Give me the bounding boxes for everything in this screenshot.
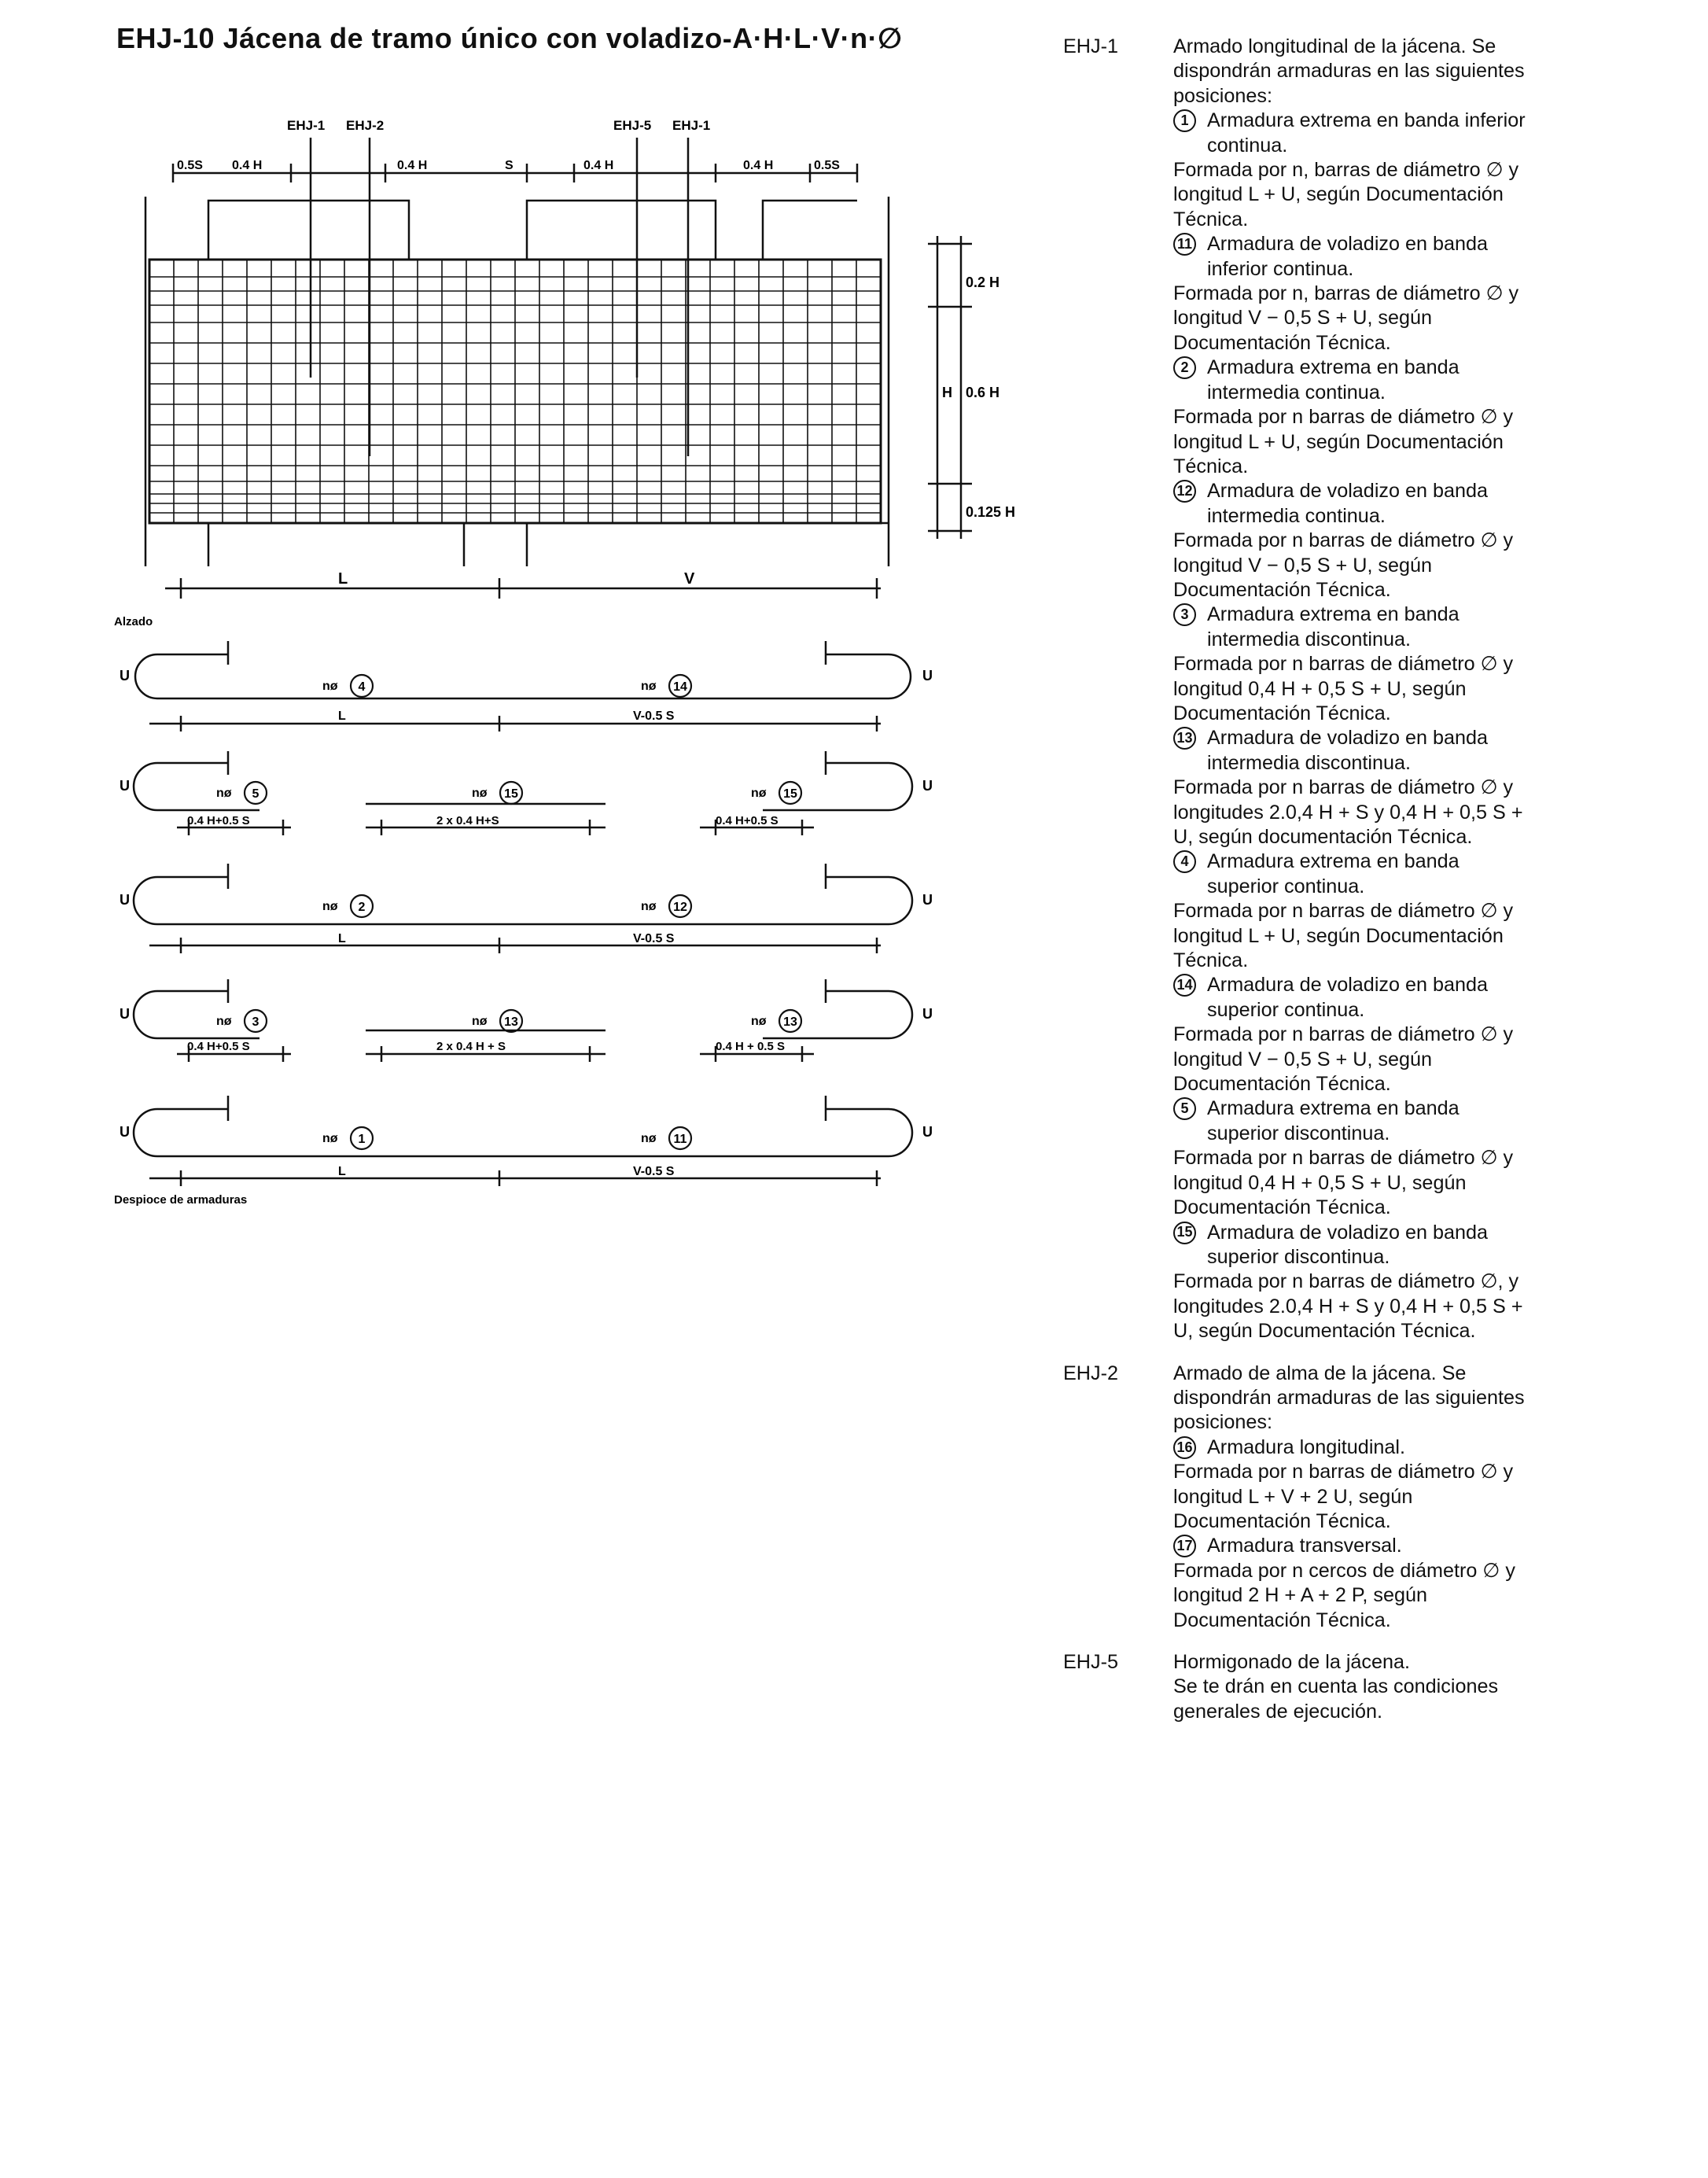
- bar-tag: nø: [322, 900, 338, 913]
- span-l-label: L: [338, 570, 348, 588]
- bar-length: V-0.5 S: [633, 932, 675, 945]
- bar-number: 1: [358, 1133, 366, 1146]
- bar-number: 13: [783, 1015, 797, 1029]
- bar-length: L: [338, 932, 346, 945]
- position-number: 12: [1173, 480, 1196, 503]
- position-desc: Formada por n barras de diámetro ∅ y longitud 0,4 H + 0,5 S + U, según Documentación Técnica.: [1173, 653, 1514, 724]
- bar-number: 11: [673, 1133, 687, 1146]
- bar-tag: nø: [322, 680, 338, 693]
- position-name: Armadura de voladizo en banda superior discontinua.: [1207, 1221, 1489, 1268]
- position-number: 13: [1173, 727, 1196, 750]
- page-title: EHJ-10 Jácena de tramo único con voladizo-A·H·L·V·n·∅: [116, 22, 903, 54]
- bar-length: 0.4 H+0.5 S: [187, 814, 250, 827]
- alzado-caption: Alzado: [114, 615, 153, 628]
- position-desc: Formada por n barras de diámetro ∅ y longitud 0,4 H + 0,5 S + U, según Documentación Técnica.: [1173, 1147, 1514, 1219]
- bar-number: 4: [358, 680, 366, 694]
- bar-number: 3: [252, 1015, 260, 1029]
- section-ehj5: [1063, 1650, 1527, 1724]
- bar-number: 15: [783, 787, 797, 801]
- position-desc: Formada por n barras de diámetro ∅ y longitud V − 0,5 S + U, según Documentación Técnica.: [1173, 1023, 1514, 1096]
- position-number: 17: [1173, 1535, 1196, 1557]
- section-intro: Armado de alma de la jácena. Se dispondrán armaduras de las siguientes posiciones:: [1173, 1362, 1525, 1434]
- position-name: Armadura transversal.: [1207, 1535, 1402, 1557]
- position-name: Armadura extrema en banda intermedia discontinua.: [1207, 603, 1460, 650]
- position-number: 14: [1173, 974, 1196, 997]
- bar-tag: nø: [216, 787, 232, 800]
- section-code: EHJ-1: [1063, 35, 1118, 57]
- position-name: Armadura de voladizo en banda intermedia discontinua.: [1207, 727, 1489, 774]
- position-desc: Formada por n barras de diámetro ∅ y longitud L + U, según Documentación Técnica.: [1173, 406, 1514, 477]
- position-desc: Formada por n barras de diámetro ∅ y longitud V − 0,5 S + U, según Documentación Técnica.: [1173, 529, 1514, 601]
- side-dim-h: H: [942, 385, 952, 400]
- bar-tag: nø: [472, 1015, 488, 1028]
- position-desc: Formada por n barras de diámetro ∅, y longitudes 2.0,4 H + S y 0,4 H + 0,5 S + U, según Documentación Técnica.: [1173, 1270, 1523, 1343]
- position-name: Armadura de voladizo en banda superior continua.: [1207, 974, 1489, 1021]
- position-number: 2: [1173, 356, 1196, 379]
- bar-number: 12: [673, 901, 687, 914]
- despiece-caption: Despioce de armaduras: [114, 1193, 248, 1207]
- bar-schedule: [134, 641, 912, 1186]
- bar-length: L: [338, 709, 346, 723]
- position-number: 1: [1173, 109, 1196, 132]
- position-number: 5: [1173, 1097, 1196, 1120]
- bar-length: 2 x 0.4 H + S: [436, 1040, 506, 1053]
- bar-number: 15: [504, 787, 518, 801]
- bar-length: 0.4 H+0.5 S: [187, 1040, 250, 1053]
- u-label: U: [922, 1006, 933, 1022]
- section-ehj1: [1063, 35, 1527, 1344]
- position-number: 4: [1173, 850, 1196, 873]
- u-label: U: [120, 1006, 130, 1022]
- position-number: 11: [1173, 233, 1196, 256]
- position-number: 15: [1173, 1222, 1196, 1244]
- bar-length: L: [338, 1165, 346, 1178]
- bar-tag: nø: [641, 1132, 657, 1145]
- dim-05s-right: 0.5S: [814, 159, 840, 172]
- dim-04h-3: 0.4 H: [583, 159, 614, 172]
- u-label: U: [120, 778, 130, 794]
- section-intro: Armado longitudinal de la jácena. Se dispondrán armaduras en las siguientes posiciones:: [1173, 35, 1525, 107]
- stirrup-grid: [149, 260, 881, 523]
- side-dim-06h: 0.6 H: [966, 385, 1000, 400]
- position-number: 3: [1173, 603, 1196, 626]
- bar-tag: nø: [641, 680, 657, 693]
- side-dim-02h: 0.2 H: [966, 275, 1000, 290]
- position-name: Armadura de voladizo en banda inferior continua.: [1207, 233, 1489, 280]
- section-code: EHJ-5: [1063, 1651, 1118, 1673]
- bar-length: 0.4 H + 0.5 S: [716, 1040, 785, 1053]
- position-desc: Formada por n, barras de diámetro ∅ y longitud L + U, según Documentación Técnica.: [1173, 159, 1519, 230]
- position-desc: Formada por n, barras de diámetro ∅ y longitud V − 0,5 S + U, según Documentación Técnica.: [1173, 282, 1519, 354]
- position-name: Armadura longitudinal.: [1207, 1435, 1406, 1458]
- position-desc: Formada por n barras de diámetro ∅ y longitud L + U, según Documentación Técnica.: [1173, 900, 1514, 972]
- dim-s: S: [505, 159, 514, 172]
- bar-tag: nø: [322, 1132, 338, 1145]
- marker-ehj5: EHJ-5: [613, 118, 652, 133]
- section-title: Hormigonado de la jácena.: [1173, 1651, 1411, 1673]
- bar-tag: nø: [472, 787, 488, 800]
- bar-length: 2 x 0.4 H+S: [436, 814, 499, 827]
- bar-length: 0.4 H+0.5 S: [716, 814, 779, 827]
- span-v-label: V: [684, 570, 695, 588]
- position-desc: Formada por n barras de diámetro ∅ y longitud L + V + 2 U, según Documentación Técnica.: [1173, 1461, 1514, 1532]
- u-label: U: [922, 668, 933, 684]
- bar-tag: nø: [751, 787, 767, 800]
- position-name: Armadura extrema en banda superior continua.: [1207, 850, 1460, 897]
- marker-ehj1-b: EHJ-1: [672, 118, 711, 133]
- bar-number: 5: [252, 787, 260, 801]
- bar-length: V-0.5 S: [633, 1165, 675, 1178]
- u-label: U: [922, 892, 933, 908]
- beam-drawing: [102, 94, 1030, 1211]
- section-ehj2: [1063, 1362, 1527, 1633]
- marker-ehj1-a: EHJ-1: [287, 118, 326, 133]
- u-label: U: [120, 668, 130, 684]
- position-name: Armadura extrema en banda intermedia continua.: [1207, 356, 1460, 404]
- position-name: Armadura extrema en banda superior discontinua.: [1207, 1097, 1460, 1144]
- side-dim-0125h: 0.125 H: [966, 504, 1016, 520]
- dim-04h-1: 0.4 H: [232, 159, 263, 172]
- bar-number: 13: [504, 1015, 518, 1029]
- position-desc: Formada por n cercos de diámetro ∅ y longitud 2 H + A + 2 P, según Documentación Técnica.: [1173, 1559, 1515, 1631]
- bar-tag: nø: [216, 1015, 232, 1028]
- section-code: EHJ-2: [1063, 1362, 1118, 1384]
- section-desc: Se te drán en cuenta las condiciones generales de ejecución.: [1173, 1675, 1499, 1723]
- position-number: 16: [1173, 1436, 1196, 1459]
- dim-05s-left: 0.5S: [177, 159, 203, 172]
- u-label: U: [120, 892, 130, 908]
- bar-tag: nø: [641, 900, 657, 913]
- u-label: U: [120, 1124, 130, 1140]
- bar-length: V-0.5 S: [633, 709, 675, 723]
- u-label: U: [922, 778, 933, 794]
- marker-ehj2: EHJ-2: [346, 118, 385, 133]
- dim-04h-4: 0.4 H: [743, 159, 774, 172]
- u-label: U: [922, 1124, 933, 1140]
- position-desc: Formada por n barras de diámetro ∅ y longitudes 2.0,4 H + S y 0,4 H + 0,5 S + U, según documentación Técnica.: [1173, 776, 1523, 848]
- bar-number: 14: [673, 680, 687, 694]
- specification-text: [1063, 35, 1527, 1724]
- bar-number: 2: [358, 901, 366, 914]
- bar-tag: nø: [751, 1015, 767, 1028]
- position-name: Armadura extrema en banda inferior continua.: [1207, 109, 1526, 157]
- position-name: Armadura de voladizo en banda intermedia continua.: [1207, 480, 1489, 527]
- dim-04h-2: 0.4 H: [397, 159, 428, 172]
